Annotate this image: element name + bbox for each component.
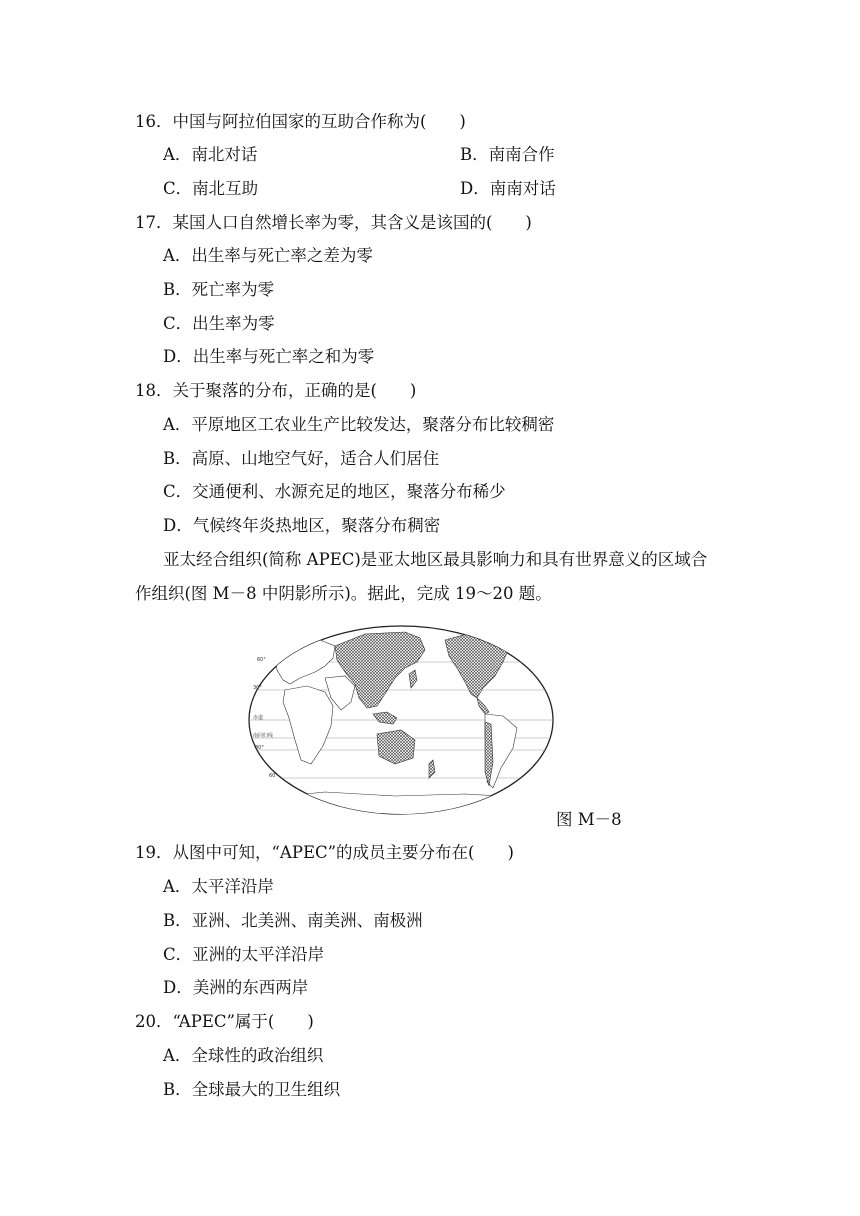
lat-label-30n: 30° [253,685,262,691]
q16-option-d: D．南南对话 [460,179,556,198]
q16-option-a: A．南北对话 [163,145,258,164]
tropic-south-label: 南回归线 [253,733,274,739]
figure-caption: 图 M－8 [556,810,622,829]
q19-option-b: B．亚洲、北美洲、南美洲、南极洲 [163,911,423,930]
q18-option-b: B．高原、山地空气好，适合人们居住 [163,449,440,468]
q19-option-a: A．太平洋沿岸 [163,877,274,896]
lat-label-60n: 60° [257,657,266,663]
q17-option-a: A．出生率与死亡率之差为零 [163,246,373,265]
q17-option-b: B．死亡率为零 [163,280,275,299]
q19-option-d: D．美洲的东西两岸 [163,978,309,997]
greenland-landmass [503,628,525,646]
lat-label-30s: 30° [255,745,264,751]
q17-option-c: C．出生率为零 [163,314,275,333]
q20-option-b: B．全球最大的卫生组织 [163,1080,341,1099]
q19-option-c: C．亚洲的太平洋沿岸 [163,945,325,964]
q18-stem: 18．关于聚落的分布，正确的是( ) [135,381,417,400]
q16-option-c: C．南北互助 [163,179,259,198]
q18-option-a: A．平原地区工农业生产比较发达，聚落分布比较稠密 [163,415,555,434]
world-map-figure [245,622,557,818]
q16-option-b: B．南南合作 [460,145,555,164]
intro-paragraph-line2: 作组织(图 M－8 中阴影所示)。据此，完成 19～20 题。 [135,584,552,603]
q20-option-a: A．全球性的政治组织 [163,1046,324,1065]
q19-stem: 19．从图中可知，“APEC”的成员主要分布在( ) [135,843,514,862]
q20-stem: 20．“APEC”属于( ) [135,1012,314,1031]
lat-label-60s: 60° [269,773,278,779]
equator-label: 赤道 [253,715,264,721]
q17-stem: 17．某国人口自然增长率为零，其含义是该国的( ) [135,213,532,232]
q18-option-d: D．气候终年炎热地区，聚落分布稠密 [163,516,441,535]
q16-stem: 16．中国与阿拉伯国家的互助合作称为( ) [135,112,466,131]
q17-option-d: D．出生率与死亡率之和为零 [163,347,375,366]
q18-option-c: C．交通便利、水源充足的地区，聚落分布稀少 [163,482,506,501]
intro-paragraph-line1: 亚太经合组织(简称 APEC)是亚太地区最具影响力和具有世界意义的区域合 [163,550,708,569]
